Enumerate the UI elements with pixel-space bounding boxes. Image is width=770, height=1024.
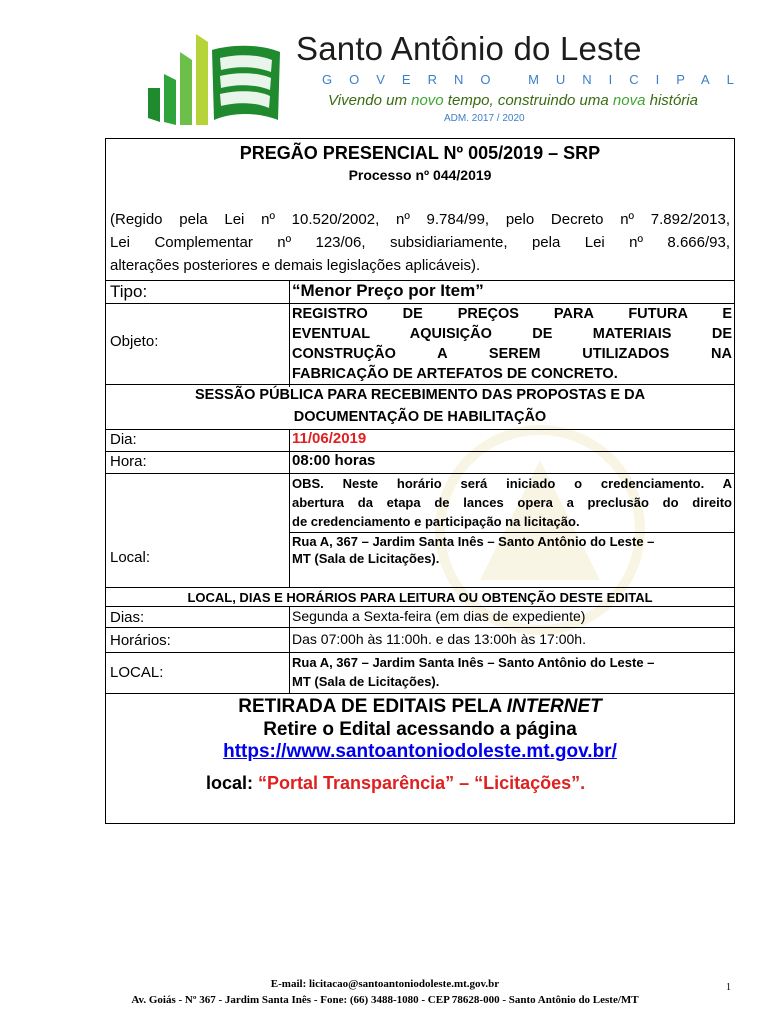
edital-url-link[interactable]: https://www.santoantoniodoleste.mt.gov.br/ xyxy=(223,741,617,762)
notice-title: PREGÃO PRESENCIAL Nº 005/2019 – SRP xyxy=(239,143,601,163)
process-number: Processo nº 044/2019 xyxy=(348,167,492,183)
local-line: MT (Sala de Licitações). xyxy=(292,551,440,566)
objeto-line: REGISTRO DE PREÇOS PARA FUTURA E xyxy=(292,306,732,322)
horarios-value: Das 07:00h às 11:00h. e das 13:00h às 17:00h. xyxy=(292,631,586,647)
tagline-part: tempo, construindo uma xyxy=(443,92,613,109)
local-label: Local: xyxy=(110,549,151,566)
notice-table xyxy=(105,138,735,824)
footer xyxy=(0,978,770,1006)
local2-label: LOCAL: xyxy=(110,664,164,681)
tagline-highlight: nova xyxy=(612,92,646,109)
session-header: DOCUMENTAÇÃO DE HABILITAÇÃO xyxy=(293,409,547,425)
administration-period: ADM. 2017 / 2020 xyxy=(444,113,525,124)
portal-prefix: local: xyxy=(206,773,259,793)
objeto-label: Objeto: xyxy=(110,333,159,350)
dia-value: 11/06/2019 xyxy=(292,430,367,447)
portal-location xyxy=(106,773,734,794)
dias-value: Segunda a Sexta-feira (em dias de expediente) xyxy=(292,608,586,624)
page-number: 1 xyxy=(726,982,731,993)
hora-label: Hora: xyxy=(110,453,147,470)
retire-instruction: Retire o Edital acessando a página xyxy=(263,719,577,740)
horarios-label: Horários: xyxy=(110,632,171,649)
portal-value: “Portal Transparência” – “Licitações”. xyxy=(258,773,586,793)
legal-basis-line: (Regido pela Lei nº 10.520/2002, nº 9.784/99, pelo Decreto nº 7.892/2013, xyxy=(110,211,730,228)
objeto-line: CONSTRUÇÃO A SEREM UTILIZADOS NA xyxy=(292,346,732,362)
tagline xyxy=(328,92,698,109)
local2-line: MT (Sala de Licitações). xyxy=(292,674,440,689)
objeto-line: EVENTUAL AQUISIÇÃO DE MATERIAIS DE xyxy=(292,326,732,342)
obs-line: de credenciamento e participação na licitação. xyxy=(292,514,580,529)
tagline-part: história xyxy=(645,92,698,109)
legal-basis-line: alterações posteriores e demais legislações aplicáveis). xyxy=(110,257,481,274)
government-label: GOVERNO MUNICIPAL xyxy=(322,72,751,87)
dias-label: Dias: xyxy=(110,609,145,626)
legal-basis-line: Lei Complementar nº 123/06, subsidiariamente, pela Lei nº 8.666/93, xyxy=(110,234,730,251)
reading-header: LOCAL, DIAS E HORÁRIOS PARA LEITURA OU OBTENÇÃO DESTE EDITAL xyxy=(187,590,653,605)
tagline-part: Vivendo um xyxy=(328,92,412,109)
obs-line: OBS. Neste horário será iniciado o credenciamento. A xyxy=(292,476,732,491)
retirada-text: RETIRADA DE EDITAIS PELA xyxy=(238,696,507,717)
footer-email: E-mail: licitacao@santoantoniodoleste.mt.gov.br xyxy=(270,978,500,990)
tipo-label: Tipo: xyxy=(110,282,148,301)
local-line: Rua A, 367 – Jardim Santa Inês – Santo Antônio do Leste – xyxy=(292,534,655,549)
footer-address: Av. Goiás - Nº 367 - Jardim Santa Inês - Fone: (66) 3488-1080 - CEP 78628-000 - Santo Antônio do Leste/MT xyxy=(131,994,639,1006)
retirada-internet: INTERNET xyxy=(506,696,602,717)
hora-value: 08:00 horas xyxy=(292,452,376,469)
letterhead xyxy=(0,0,770,135)
obs-line: abertura da etapa de lances opera a preclusão do direito xyxy=(292,495,732,510)
session-header: SESSÃO PÚBLICA PARA RECEBIMENTO DAS PROPOSTAS E DA xyxy=(194,387,646,403)
local2-line: Rua A, 367 – Jardim Santa Inês – Santo Antônio do Leste – xyxy=(292,655,655,670)
municipality-name: Santo Antônio do Leste xyxy=(296,30,642,67)
tagline-highlight: novo xyxy=(411,92,444,109)
dia-label: Dia: xyxy=(110,431,137,448)
book-logo-icon xyxy=(140,30,290,125)
tipo-value: “Menor Preço por Item” xyxy=(292,281,484,300)
edital-url-row xyxy=(106,741,734,763)
objeto-line: FABRICAÇÃO DE ARTEFATOS DE CONCRETO. xyxy=(292,366,618,382)
retirada-title xyxy=(106,696,734,718)
